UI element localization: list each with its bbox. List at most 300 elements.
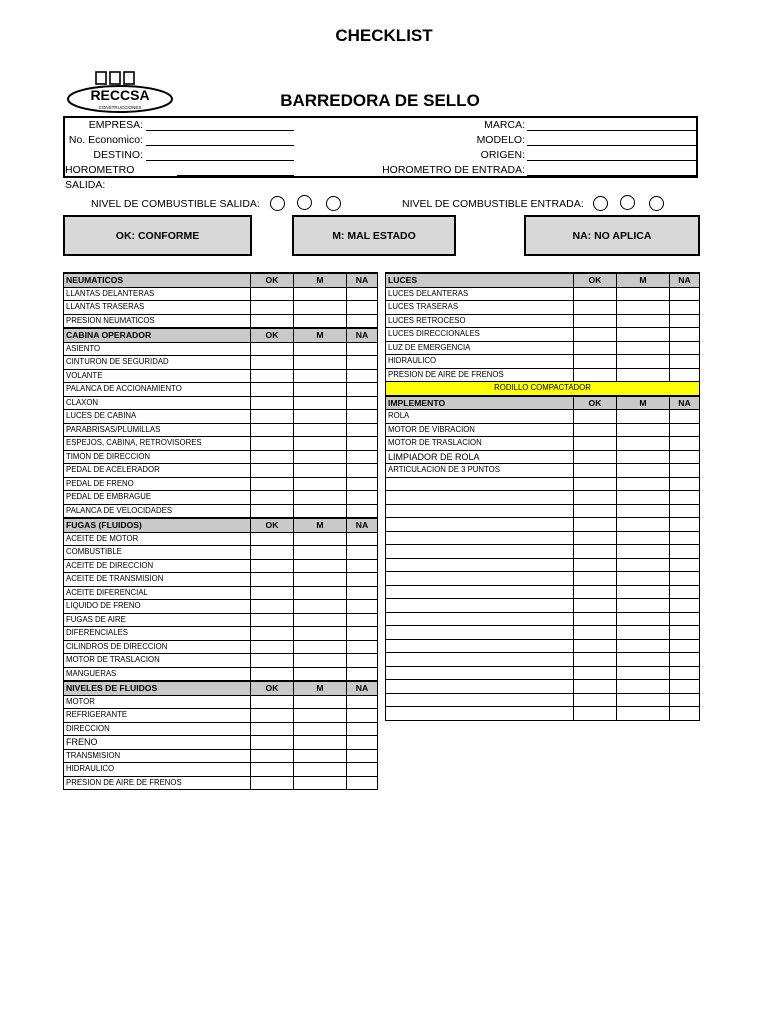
check-cell-na[interactable] [347, 464, 378, 478]
check-cell-m[interactable] [294, 383, 347, 397]
item-label: PEDAL DE FRENO [64, 477, 251, 491]
check-cell-na[interactable] [670, 464, 700, 478]
check-cell-m[interactable] [294, 504, 347, 518]
fuel-entrada-option-1[interactable] [593, 196, 608, 211]
check-cell-ok[interactable] [574, 680, 617, 694]
fuel-entrada-label: NIVEL DE COMBUSTIBLE ENTRADA: [402, 198, 584, 210]
check-cell-na[interactable] [347, 559, 378, 573]
table-row [386, 585, 700, 599]
check-cell-m[interactable] [617, 626, 670, 640]
check-cell-ok[interactable] [251, 627, 294, 641]
table-row [386, 653, 700, 667]
check-cell-ok[interactable] [251, 749, 294, 763]
item-label: LLANTAS TRASERAS [64, 301, 251, 315]
table-row [386, 464, 700, 478]
check-cell-m[interactable] [294, 667, 347, 681]
check-cell-m[interactable] [294, 464, 347, 478]
table-row [64, 532, 378, 546]
table-row [64, 464, 378, 478]
check-cell-m[interactable] [617, 612, 670, 626]
check-cell-m[interactable] [294, 410, 347, 424]
check-cell-ok[interactable] [574, 491, 617, 505]
table-row [64, 491, 378, 505]
table-row [386, 287, 700, 301]
check-cell-ok[interactable] [574, 437, 617, 451]
item-label: FRENO [64, 736, 251, 750]
check-cell-na[interactable] [347, 356, 378, 370]
check-cell-ok[interactable] [574, 504, 617, 518]
item-label [386, 599, 574, 613]
item-label: LUCES DE CABINA [64, 410, 251, 424]
table-row [64, 396, 378, 410]
check-cell-ok[interactable] [251, 369, 294, 383]
table-row [386, 639, 700, 653]
column-header-m: M [294, 518, 347, 532]
table-row [386, 477, 700, 491]
item-label [386, 680, 574, 694]
check-cell-na[interactable] [347, 749, 378, 763]
check-cell-ok[interactable] [251, 559, 294, 573]
modelo-field[interactable] [527, 133, 697, 146]
column-header-m: M [294, 273, 347, 287]
check-cell-ok[interactable] [251, 491, 294, 505]
check-cell-ok[interactable] [251, 695, 294, 709]
check-cell-ok[interactable] [574, 666, 617, 680]
left-section-header [64, 328, 378, 342]
check-cell-ok[interactable] [574, 423, 617, 437]
check-cell-ok[interactable] [251, 667, 294, 681]
check-cell-m[interactable] [294, 573, 347, 587]
check-cell-m[interactable] [617, 653, 670, 667]
check-cell-na[interactable] [670, 545, 700, 559]
item-label: HIDRAULICO [64, 763, 251, 777]
check-cell-m[interactable] [294, 586, 347, 600]
check-cell-ok[interactable] [251, 477, 294, 491]
table-row [64, 654, 378, 668]
check-cell-m[interactable] [294, 491, 347, 505]
info-row-horometro-entrada [365, 163, 698, 178]
highlight-label: RODILLO COMPACTADOR [386, 382, 700, 396]
table-row [386, 450, 700, 464]
check-cell-m[interactable] [617, 639, 670, 653]
check-cell-m[interactable] [294, 695, 347, 709]
check-cell-na[interactable] [347, 709, 378, 723]
column-header-ok: OK [251, 273, 294, 287]
check-cell-m[interactable] [617, 477, 670, 491]
item-label: ROLA [386, 410, 574, 424]
check-cell-na[interactable] [670, 491, 700, 505]
check-cell-na[interactable] [670, 599, 700, 613]
table-row [64, 504, 378, 518]
check-cell-m[interactable] [617, 545, 670, 559]
table-row [386, 314, 700, 328]
column-header-ok: OK [574, 396, 617, 410]
check-cell-na[interactable] [670, 301, 700, 315]
table-row [64, 410, 378, 424]
page-title: CHECKLIST [335, 26, 433, 45]
check-cell-ok[interactable] [574, 531, 617, 545]
check-cell-na[interactable] [347, 776, 378, 790]
table-row [386, 531, 700, 545]
check-cell-ok[interactable] [574, 558, 617, 572]
check-cell-m[interactable] [294, 559, 347, 573]
check-cell-m[interactable] [294, 423, 347, 437]
item-label: LIMPIADOR DE ROLA [386, 450, 574, 464]
table-row [64, 383, 378, 397]
check-cell-m[interactable] [617, 491, 670, 505]
table-row [64, 437, 378, 451]
check-cell-na[interactable] [670, 368, 700, 382]
check-cell-m[interactable] [294, 709, 347, 723]
check-cell-m[interactable] [294, 627, 347, 641]
check-cell-ok[interactable] [251, 314, 294, 328]
check-cell-na[interactable] [670, 518, 700, 532]
check-cell-m[interactable] [294, 640, 347, 654]
fuel-salida-option-1[interactable] [270, 196, 285, 211]
check-cell-ok[interactable] [574, 612, 617, 626]
check-cell-ok[interactable] [574, 287, 617, 301]
check-cell-ok[interactable] [251, 763, 294, 777]
check-cell-m[interactable] [294, 437, 347, 451]
item-label: DIRECCION [64, 722, 251, 736]
check-cell-na[interactable] [670, 585, 700, 599]
check-cell-m[interactable] [617, 680, 670, 694]
check-cell-na[interactable] [347, 383, 378, 397]
check-cell-na[interactable] [670, 639, 700, 653]
check-cell-m[interactable] [294, 763, 347, 777]
right-checklist-table [385, 272, 700, 721]
check-cell-na[interactable] [347, 586, 378, 600]
item-label: CILINDROS DE DIRECCION [64, 640, 251, 654]
check-cell-m[interactable] [294, 356, 347, 370]
check-cell-na[interactable] [670, 477, 700, 491]
check-cell-m[interactable] [617, 368, 670, 382]
check-cell-m[interactable] [617, 558, 670, 572]
item-label: LUCES DELANTERAS [386, 287, 574, 301]
check-cell-ok[interactable] [574, 545, 617, 559]
check-cell-m[interactable] [617, 355, 670, 369]
check-cell-m[interactable] [617, 666, 670, 680]
check-cell-na[interactable] [347, 342, 378, 356]
horometro-entrada-field[interactable] [527, 163, 697, 176]
check-cell-ok[interactable] [574, 477, 617, 491]
check-cell-na[interactable] [670, 504, 700, 518]
check-cell-na[interactable] [347, 491, 378, 505]
table-row [64, 709, 378, 723]
check-cell-ok[interactable] [574, 328, 617, 342]
check-cell-m[interactable] [617, 531, 670, 545]
check-cell-na[interactable] [670, 423, 700, 437]
section-title: IMPLEMENTO [386, 396, 574, 410]
check-cell-na[interactable] [670, 558, 700, 572]
check-cell-ok[interactable] [251, 586, 294, 600]
item-label [386, 639, 574, 653]
table-row [386, 437, 700, 451]
check-cell-m[interactable] [617, 464, 670, 478]
item-label: LLANTAS DELANTERAS [64, 287, 251, 301]
item-label [386, 504, 574, 518]
check-cell-m[interactable] [294, 342, 347, 356]
check-cell-m[interactable] [294, 396, 347, 410]
check-cell-na[interactable] [670, 328, 700, 342]
item-label [386, 666, 574, 680]
check-cell-m[interactable] [294, 654, 347, 668]
check-cell-m[interactable] [617, 585, 670, 599]
item-label: PARABRISAS/PLUMILLAS [64, 423, 251, 437]
check-cell-m[interactable] [294, 301, 347, 315]
check-cell-ok[interactable] [574, 368, 617, 382]
info-row-origen [365, 148, 698, 163]
check-cell-na[interactable] [347, 763, 378, 777]
check-cell-ok[interactable] [574, 693, 617, 707]
check-cell-ok[interactable] [251, 613, 294, 627]
check-cell-na[interactable] [347, 301, 378, 315]
check-cell-na[interactable] [670, 437, 700, 451]
check-cell-m[interactable] [294, 546, 347, 560]
check-cell-ok[interactable] [574, 450, 617, 464]
check-cell-na[interactable] [347, 573, 378, 587]
table-row [386, 355, 700, 369]
check-cell-m[interactable] [294, 613, 347, 627]
item-label: PRESION DE AIRE DE FRENOS [386, 368, 574, 382]
check-cell-m[interactable] [294, 477, 347, 491]
check-cell-m[interactable] [294, 450, 347, 464]
check-cell-m[interactable] [617, 504, 670, 518]
check-cell-ok[interactable] [251, 573, 294, 587]
check-cell-m[interactable] [617, 599, 670, 613]
info-row-horometro-salida [65, 163, 365, 191]
check-cell-ok[interactable] [251, 383, 294, 397]
fuel-salida-option-3[interactable] [326, 196, 341, 211]
item-label: ACEITE DE TRANSMISION [64, 573, 251, 587]
reccsa-logo-icon [66, 70, 174, 116]
destino-field[interactable] [146, 148, 294, 161]
check-cell-ok[interactable] [251, 301, 294, 315]
check-cell-na[interactable] [670, 653, 700, 667]
table-row [64, 342, 378, 356]
check-cell-ok[interactable] [574, 626, 617, 640]
check-cell-ok[interactable] [251, 640, 294, 654]
check-cell-ok[interactable] [251, 410, 294, 424]
check-cell-ok[interactable] [251, 709, 294, 723]
right-section-header [386, 273, 700, 287]
item-label [386, 572, 574, 586]
item-label: ESPEJOS, CABINA, RETROVISORES [64, 437, 251, 451]
check-cell-na[interactable] [347, 695, 378, 709]
table-row [386, 410, 700, 424]
empresa-field[interactable] [146, 118, 294, 131]
check-cell-m[interactable] [294, 369, 347, 383]
table-row [64, 546, 378, 560]
check-cell-na[interactable] [670, 680, 700, 694]
check-cell-ok[interactable] [251, 776, 294, 790]
check-cell-m[interactable] [294, 314, 347, 328]
check-cell-na[interactable] [670, 450, 700, 464]
item-label: PRESION NEUMATICOS [64, 314, 251, 328]
item-label [386, 558, 574, 572]
check-cell-m[interactable] [294, 749, 347, 763]
item-label [386, 477, 574, 491]
check-cell-na[interactable] [670, 355, 700, 369]
section-title: FUGAS (FLUIDOS) [64, 518, 251, 532]
marca-field[interactable] [527, 118, 697, 131]
check-cell-na[interactable] [347, 736, 378, 750]
check-cell-ok[interactable] [574, 599, 617, 613]
check-cell-m[interactable] [617, 328, 670, 342]
check-cell-na[interactable] [670, 612, 700, 626]
check-cell-ok[interactable] [574, 301, 617, 315]
check-cell-na[interactable] [670, 626, 700, 640]
check-cell-m[interactable] [617, 693, 670, 707]
check-cell-ok[interactable] [574, 585, 617, 599]
table-row [64, 559, 378, 573]
check-cell-ok[interactable] [251, 464, 294, 478]
horometro-salida-field[interactable] [177, 163, 294, 176]
info-row-economico [65, 133, 365, 148]
check-cell-ok[interactable] [251, 600, 294, 614]
check-cell-ok[interactable] [574, 464, 617, 478]
check-cell-m[interactable] [294, 776, 347, 790]
check-cell-na[interactable] [670, 314, 700, 328]
check-cell-m[interactable] [617, 518, 670, 532]
check-cell-na[interactable] [347, 437, 378, 451]
column-header-na: NA [347, 681, 378, 695]
check-cell-m[interactable] [617, 437, 670, 451]
check-cell-ok[interactable] [574, 410, 617, 424]
item-label: PALANCA DE ACCIONAMIENTO [64, 383, 251, 397]
check-cell-ok[interactable] [251, 423, 294, 437]
check-cell-na[interactable] [670, 531, 700, 545]
item-label: PALANCA DE VELOCIDADES [64, 504, 251, 518]
check-cell-na[interactable] [347, 627, 378, 641]
item-label: MOTOR DE VIBRACION [386, 423, 574, 437]
left-section-header [64, 681, 378, 695]
check-cell-na[interactable] [347, 450, 378, 464]
check-cell-ok[interactable] [574, 341, 617, 355]
check-cell-ok[interactable] [251, 437, 294, 451]
check-cell-m[interactable] [294, 736, 347, 750]
check-cell-ok[interactable] [574, 518, 617, 532]
left-section-header [64, 273, 378, 287]
check-cell-ok[interactable] [574, 314, 617, 328]
check-cell-na[interactable] [670, 666, 700, 680]
check-cell-na[interactable] [347, 722, 378, 736]
table-row [386, 504, 700, 518]
check-cell-ok[interactable] [574, 639, 617, 653]
check-cell-ok[interactable] [574, 572, 617, 586]
check-cell-ok[interactable] [574, 355, 617, 369]
check-cell-ok[interactable] [251, 654, 294, 668]
check-cell-m[interactable] [617, 423, 670, 437]
check-cell-ok[interactable] [574, 707, 617, 721]
item-label: PEDAL DE ACELERADOR [64, 464, 251, 478]
check-cell-na[interactable] [347, 504, 378, 518]
check-cell-m[interactable] [617, 572, 670, 586]
info-row-modelo [365, 133, 698, 148]
column-header-ok: OK [251, 681, 294, 695]
marca-label: MARCA: [484, 119, 525, 131]
check-cell-na[interactable] [347, 640, 378, 654]
check-cell-na[interactable] [670, 341, 700, 355]
origen-field[interactable] [527, 148, 697, 161]
check-cell-ok[interactable] [251, 546, 294, 560]
item-label [386, 491, 574, 505]
column-header-m: M [294, 681, 347, 695]
check-cell-m[interactable] [617, 450, 670, 464]
fuel-entrada-option-3[interactable] [649, 196, 664, 211]
check-cell-m[interactable] [294, 600, 347, 614]
check-cell-na[interactable] [347, 654, 378, 668]
check-cell-m[interactable] [294, 722, 347, 736]
check-cell-na[interactable] [347, 314, 378, 328]
check-cell-ok[interactable] [251, 396, 294, 410]
logo-text: RECCSA [90, 87, 150, 103]
info-row-marca [365, 118, 698, 133]
check-cell-m[interactable] [617, 341, 670, 355]
check-cell-na[interactable] [670, 707, 700, 721]
table-row [64, 450, 378, 464]
right-highlight-row [386, 382, 700, 396]
table-row [386, 341, 700, 355]
fuel-entrada-option-2[interactable] [620, 195, 635, 210]
check-cell-na[interactable] [670, 410, 700, 424]
item-label: MOTOR [64, 695, 251, 709]
table-row [64, 667, 378, 681]
check-cell-na[interactable] [347, 396, 378, 410]
check-cell-ok[interactable] [251, 532, 294, 546]
check-cell-m[interactable] [617, 314, 670, 328]
column-header-na: NA [670, 273, 700, 287]
check-cell-na[interactable] [347, 287, 378, 301]
check-cell-na[interactable] [670, 287, 700, 301]
check-cell-ok[interactable] [251, 504, 294, 518]
check-cell-na[interactable] [347, 613, 378, 627]
check-cell-ok[interactable] [251, 450, 294, 464]
check-cell-ok[interactable] [251, 722, 294, 736]
check-cell-m[interactable] [617, 287, 670, 301]
check-cell-na[interactable] [347, 667, 378, 681]
check-cell-na[interactable] [347, 532, 378, 546]
table-row [64, 573, 378, 587]
check-cell-m[interactable] [294, 532, 347, 546]
economico-field[interactable] [146, 133, 294, 146]
legend-na: NA: NO APLICA [524, 215, 700, 256]
item-label: ACEITE DE DIRECCION [64, 559, 251, 573]
check-cell-ok[interactable] [251, 736, 294, 750]
table-row [386, 301, 700, 315]
check-cell-na[interactable] [347, 423, 378, 437]
check-cell-m[interactable] [617, 410, 670, 424]
check-cell-m[interactable] [617, 301, 670, 315]
table-row [386, 558, 700, 572]
check-cell-na[interactable] [347, 477, 378, 491]
check-cell-na[interactable] [670, 572, 700, 586]
table-row [64, 356, 378, 370]
check-cell-na[interactable] [347, 546, 378, 560]
check-cell-ok[interactable] [574, 653, 617, 667]
check-cell-ok[interactable] [251, 287, 294, 301]
check-cell-m[interactable] [294, 287, 347, 301]
check-cell-na[interactable] [347, 410, 378, 424]
check-cell-na[interactable] [347, 600, 378, 614]
column-header-na: NA [347, 328, 378, 342]
check-cell-ok[interactable] [251, 356, 294, 370]
check-cell-na[interactable] [670, 693, 700, 707]
check-cell-ok[interactable] [251, 342, 294, 356]
check-cell-na[interactable] [347, 369, 378, 383]
check-cell-m[interactable] [617, 707, 670, 721]
fuel-salida-option-2[interactable] [297, 195, 312, 210]
